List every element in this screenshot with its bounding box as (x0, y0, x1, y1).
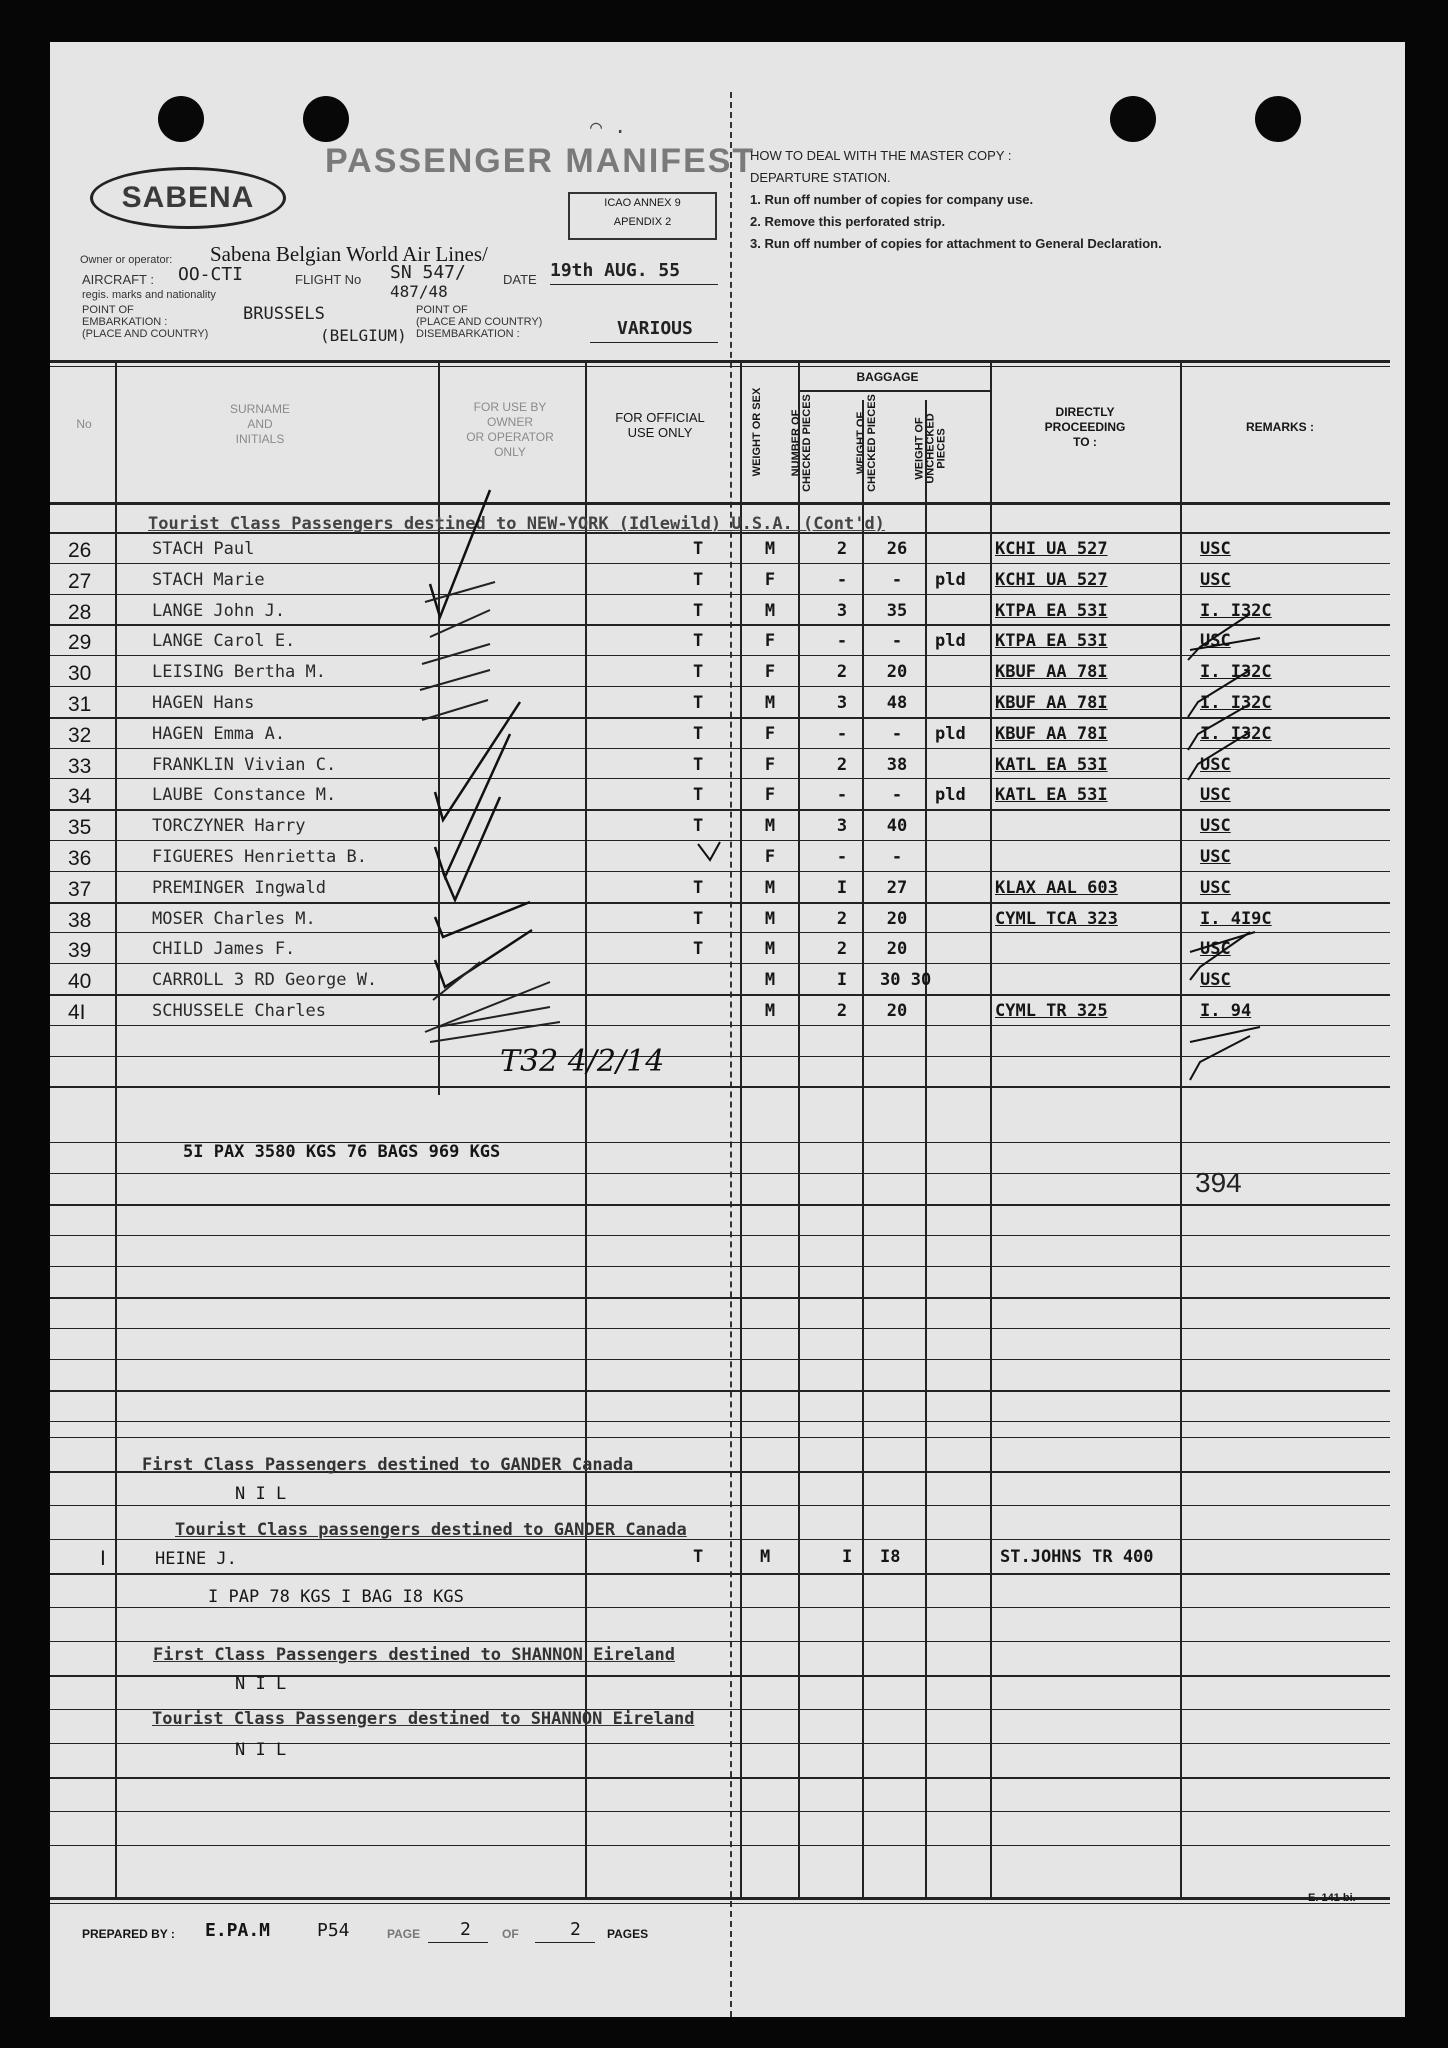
col-weight-sex: WEIGHT OR SEX (751, 387, 763, 477)
gander-row-cls: T (693, 1547, 704, 1567)
row-pieces: 2 (836, 539, 848, 559)
sabena-logo: SABENA (90, 167, 286, 229)
row-destination: KBUF AA 78I (995, 693, 1108, 713)
table-bottom-rule-2 (50, 1903, 1390, 1904)
row-remarks: I. I32C (1200, 724, 1272, 744)
row-sex: M (764, 816, 776, 836)
row-pieces: I (836, 970, 848, 990)
row-class: T (693, 939, 704, 959)
row-destination: KATL EA 53I (995, 785, 1108, 805)
row-weight: 27 (886, 878, 908, 898)
row-sex: M (764, 878, 776, 898)
row-class: T (693, 631, 704, 651)
row-weight: 30 30 (880, 970, 932, 990)
row-pieces: 2 (836, 909, 848, 929)
row-weight: - (891, 631, 903, 651)
gander-row-name: HEINE J. (155, 1549, 237, 1569)
owner-label: Owner or operator: (80, 254, 173, 266)
row-unchecked: pld (935, 724, 966, 744)
row-name: HAGEN Hans (152, 693, 255, 713)
row-class: T (693, 909, 704, 929)
row-number: 37 (68, 878, 92, 901)
gander-row-no: I (100, 1547, 106, 1570)
date-label: DATE (503, 272, 537, 287)
row-class: T (693, 755, 704, 775)
row-pieces: - (836, 724, 848, 744)
row-number: 34 (68, 785, 92, 808)
row-weight: 48 (886, 693, 908, 713)
row-class: T (693, 539, 704, 559)
row-name: STACH Marie (152, 570, 265, 590)
row-number: 36 (68, 847, 92, 870)
col-baggage: BAGGAGE (856, 370, 919, 384)
row-number: 38 (68, 909, 92, 932)
row-name: FRANKLIN Vivian C. (152, 755, 337, 775)
row-weight: - (891, 785, 903, 805)
row-pieces: 3 (836, 693, 848, 713)
gander-row-pcs: I (842, 1547, 853, 1567)
gander-row-sex: M (760, 1547, 771, 1567)
prepared-code: P54 (317, 1920, 350, 1941)
col-bag-unchecked: WEIGHT OF UNCHECKED PIECES (913, 413, 948, 484)
col-surname: SURNAME AND INITIALS (229, 402, 290, 446)
shannon-tourist-nil: N I L (235, 1740, 287, 1760)
row-destination: KCHI UA 527 (995, 539, 1108, 559)
row-name: STACH Paul (152, 539, 255, 559)
row-weight: - (891, 724, 903, 744)
row-destination: KBUF AA 78I (995, 662, 1108, 682)
col-no: No (76, 417, 92, 431)
of-label: OF (502, 1927, 519, 1941)
row-pieces: 3 (836, 601, 848, 621)
row-number: 29 (68, 631, 92, 654)
row-destination: KATL EA 53I (995, 755, 1108, 775)
col-bag-num: NUMBER OF CHECKED PIECES (790, 394, 813, 492)
row-weight: 20 (886, 909, 908, 929)
row-pieces: 2 (836, 939, 848, 959)
row-name: TORCZYNER Harry (152, 816, 306, 836)
row-remarks: I. I32C (1200, 662, 1272, 682)
row-weight: 20 (886, 939, 908, 959)
gander-totals: I PAP 78 KGS I BAG I8 KGS (208, 1587, 464, 1607)
date-value: 19th AUG. 55 (550, 260, 681, 281)
row-unchecked: pld (935, 570, 966, 590)
disembark-value: VARIOUS (617, 318, 693, 339)
document-title: PASSENGER MANIFEST (325, 142, 756, 180)
row-class: T (693, 816, 704, 836)
shannon-first-nil: N I L (235, 1674, 287, 1694)
row-destination: CYML TCA 323 (995, 909, 1118, 929)
pages-label: PAGES (607, 1927, 649, 1941)
row-pieces: - (836, 570, 848, 590)
regis-label: regis. marks and nationality (82, 289, 216, 301)
row-name: LANGE Carol E. (152, 631, 296, 651)
row-class: T (693, 724, 704, 744)
page-underline (428, 1942, 488, 1943)
row-weight: - (891, 847, 903, 867)
embark-value: BRUSSELS (243, 304, 325, 324)
row-remarks: I. I32C (1200, 601, 1272, 621)
row-class: T (693, 570, 704, 590)
row-pieces: - (836, 847, 848, 867)
row-pieces: 2 (836, 1001, 848, 1021)
row-number: 35 (68, 816, 92, 839)
manifest-sheet (50, 42, 1405, 2017)
icao-box: ICAO ANNEX 9 APENDIX 2 (568, 192, 717, 240)
page-value: 2 (460, 1919, 471, 1940)
of-value: 2 (570, 1919, 581, 1940)
row-weight: 38 (886, 755, 908, 775)
gander-first-heading: First Class Passengers destined to GANDER Canada (142, 1455, 634, 1475)
row-name: HAGEN Emma A. (152, 724, 286, 744)
row-destination: KBUF AA 78I (995, 724, 1108, 744)
page-label: PAGE (387, 1927, 421, 1941)
col-owner-use: FOR USE BY OWNER OR OPERATOR ONLY (466, 400, 554, 459)
row-number: 33 (68, 755, 92, 778)
col-official: FOR OFFICIAL USE ONLY (615, 410, 705, 440)
instructions: HOW TO DEAL WITH THE MASTER COPY : DEPARTURE STATION. 1. Run off number of copies for company use. 2. Remove this perforated strip. 3. Run off number of copies for attachment to General Declaration. (750, 148, 1162, 251)
row-sex: M (764, 1001, 776, 1021)
row-sex: M (764, 970, 776, 990)
row-class: T (693, 785, 704, 805)
gander-first-nil: N I L (235, 1484, 287, 1504)
row-number: 26 (68, 539, 92, 562)
row-destination: KTPA EA 53I (995, 601, 1108, 621)
row-sex: M (764, 939, 776, 959)
row-name: CARROLL 3 RD George W. (152, 970, 378, 990)
row-remarks: I. 4I9C (1200, 909, 1272, 929)
pen-mark: ⌒ . (590, 114, 627, 138)
row-remarks: USC (1200, 570, 1231, 590)
row-class: T (693, 662, 704, 682)
of-underline (535, 1942, 595, 1943)
gander-row-wt: I8 (880, 1547, 901, 1567)
section-heading-newyork: Tourist Class Passengers destined to NEW-YORK (Idlewild) U.S.A. (Cont'd) (148, 514, 885, 534)
row-remarks: USC (1200, 847, 1231, 867)
row-name: CHILD James F. (152, 939, 296, 959)
row-number: 28 (68, 601, 92, 624)
row-pieces: - (836, 631, 848, 651)
row-weight: 26 (886, 539, 908, 559)
gander-tourist-heading: Tourist Class passengers destined to GANDER Canada (175, 1520, 687, 1540)
row-number: 30 (68, 662, 92, 685)
shannon-tourist-heading: Tourist Class Passengers destined to SHANNON Eireland (152, 1709, 695, 1729)
row-class: T (693, 601, 704, 621)
col-bag-weight: WEIGHT OF CHECKED PIECES (855, 394, 878, 492)
row-sex: M (764, 601, 776, 621)
shannon-first-heading: First Class Passengers destined to SHANNON Eireland (153, 1645, 675, 1665)
row-number: 31 (68, 693, 92, 716)
prepared-value: E.PA.M (205, 1920, 271, 1941)
row-destination: KLAX AAL 603 (995, 878, 1118, 898)
side-number: 394 (1195, 1167, 1242, 1198)
row-pieces: 2 (836, 755, 848, 775)
gander-row-dest: ST.JOHNS TR 400 (1000, 1547, 1154, 1567)
row-weight: - (891, 570, 903, 590)
row-remarks: USC (1200, 539, 1231, 559)
row-sex: F (764, 662, 776, 682)
row-remarks: USC (1200, 785, 1231, 805)
row-sex: F (764, 847, 776, 867)
row-unchecked: pld (935, 785, 966, 805)
flight-value: SN 547/ (390, 262, 466, 283)
flight-label: FLIGHT No (295, 272, 362, 287)
row-name: FIGUERES Henrietta B. (152, 847, 367, 867)
disembark-label: POINT OF (PLACE AND COUNTRY) DISEMBARKATION : (416, 304, 543, 340)
row-class: T (693, 878, 704, 898)
row-sex: F (764, 724, 776, 744)
row-pieces: 2 (836, 662, 848, 682)
row-destination: CYML TR 325 (995, 1001, 1108, 1021)
col-remarks: REMARKS : (1246, 420, 1314, 434)
row-sex: F (764, 570, 776, 590)
flight-value-2: 487/48 (390, 282, 448, 301)
aircraft-label: AIRCRAFT : (82, 272, 154, 287)
row-number: 27 (68, 570, 92, 593)
row-pieces: - (836, 785, 848, 805)
owner-value: Sabena Belgian World Air Lines/ (210, 242, 488, 266)
row-unchecked: pld (935, 631, 966, 651)
row-name: SCHUSSELE Charles (152, 1001, 326, 1021)
row-weight: 20 (886, 1001, 908, 1021)
prepared-label: PREPARED BY : (82, 1927, 175, 1941)
row-sex: M (764, 539, 776, 559)
row-sex: F (764, 631, 776, 651)
row-sex: F (764, 755, 776, 775)
row-remarks: I. I32C (1200, 693, 1272, 713)
row-destination: KCHI UA 527 (995, 570, 1108, 590)
row-pieces: 3 (836, 816, 848, 836)
handwritten-code: T32 4/2/14 (500, 1044, 665, 1079)
row-number: 39 (68, 939, 92, 962)
row-remarks: USC (1200, 816, 1231, 836)
row-number: 32 (68, 724, 92, 747)
row-destination: KTPA EA 53I (995, 631, 1108, 651)
table-bottom-rule (50, 1897, 1390, 1900)
row-pieces: I (836, 878, 848, 898)
aircraft-value: OO-CTI (178, 264, 244, 285)
row-remarks: I. 94 (1200, 1001, 1252, 1021)
row-remarks: USC (1200, 939, 1231, 959)
totals-line: 5I PAX 3580 KGS 76 BAGS 969 KGS (183, 1142, 501, 1162)
row-sex: F (764, 785, 776, 805)
row-remarks: USC (1200, 755, 1231, 775)
row-sex: M (764, 693, 776, 713)
col-proceeding: DIRECTLY PROCEEDING TO : (1044, 405, 1126, 449)
row-name: PREMINGER Ingwald (152, 878, 326, 898)
row-weight: 35 (886, 601, 908, 621)
row-name: LEISING Bertha M. (152, 662, 326, 682)
row-remarks: USC (1200, 970, 1231, 990)
embark-country: (BELGIUM) (320, 326, 407, 345)
row-class: T (693, 693, 704, 713)
row-weight: 40 (886, 816, 908, 836)
row-weight: 20 (886, 662, 908, 682)
row-name: LAUBE Constance M. (152, 785, 337, 805)
row-remarks: USC (1200, 878, 1231, 898)
row-name: MOSER Charles M. (152, 909, 316, 929)
row-name: LANGE John J. (152, 601, 286, 621)
row-number: 4I (68, 1001, 86, 1024)
row-sex: M (764, 909, 776, 929)
row-remarks: USC (1200, 631, 1231, 651)
embark-label: POINT OF EMBARKATION : (PLACE AND COUNTRY) (82, 304, 209, 340)
row-number: 40 (68, 970, 92, 993)
form-code: E. 141 bi. (1308, 1892, 1356, 1904)
